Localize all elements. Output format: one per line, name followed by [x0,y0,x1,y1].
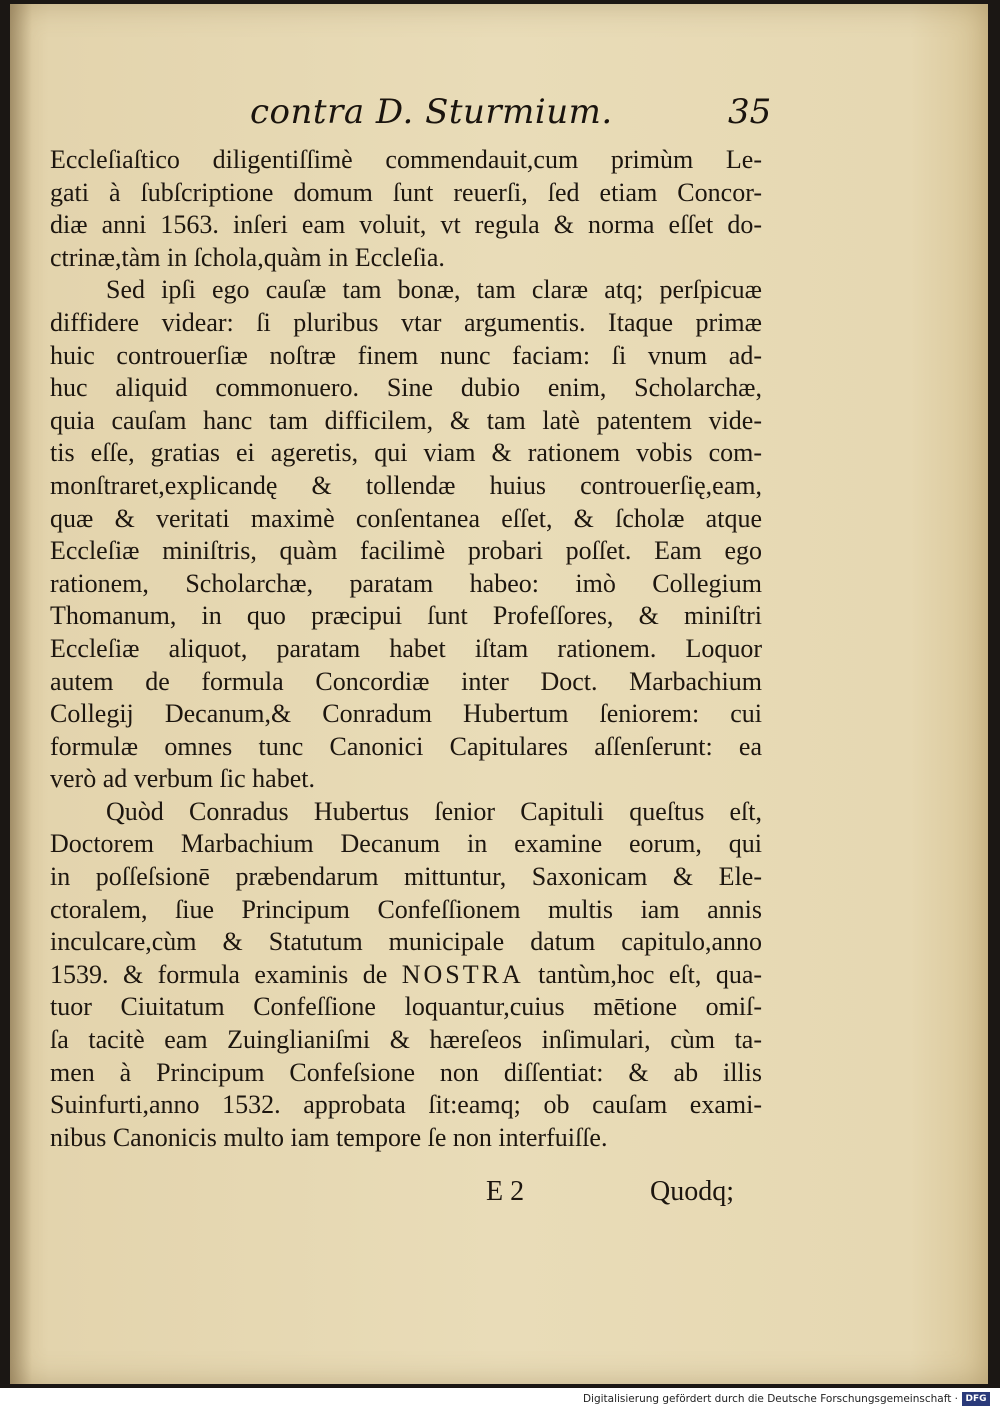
text-line: ctoralem, ſiue Principum Confeſſionem multis iam annis [50,894,762,924]
text-line: quia cauſam hanc tam difficilem, & tam latè patentem vide- [50,405,762,435]
text-line: tuor Ciuitatum Confeſſione loquantur,cuius mētione omiſ- [50,992,762,1022]
text-line: diffidere videar: ſi pluribus vtar argumentis. Itaque primæ [50,307,762,337]
text-line: huic controuerſiæ noſtræ finem nunc faciam: ſi vnum ad- [50,340,762,370]
catchword: Quodq; [650,1176,734,1207]
running-head [10,92,988,142]
text-line: Sed ipſi ego cauſæ tam bonæ, tam claræ atq; perſpicuæ [106,275,762,305]
text-line: formulæ omnes tunc Canonici Capitulares aſſenſerunt: ea [50,731,762,761]
running-title: contra D. Sturmium. [250,92,613,132]
spaced-word: NOSTRA [401,959,524,989]
body-text [50,144,762,1154]
text-line: in poſſeſsionē præbendarum mittuntur, Saxonicam & Ele- [50,862,762,892]
text-line: inculcare,cùm & Statutum municipale datum capitulo,anno [50,927,762,957]
text-line: nibus Canonicis multo iam tempore ſe non interfuiſſe. [50,1122,608,1152]
text-line: ctrinæ,tàm in ſchola,quàm in Eccleſia. [50,242,445,272]
text-line: Collegij Decanum,& Conradum Hubertum ſeniorem: cui [50,699,762,729]
text-line: autem de formula Concordiæ inter Doct. Marbachium [50,666,762,696]
page-number: 35 [728,92,772,132]
text-line: Doctorem Marbachium Decanum in examine eorum, qui [50,829,762,859]
book-page [10,4,988,1384]
page-footer [10,1176,988,1216]
text-line: ſa tacitè eam Zuinglianiſmi & hæreſeos inſimulari, cùm ta- [50,1025,762,1055]
digitization-bar [0,1388,1000,1412]
dfg-logo: DFG [962,1392,990,1406]
text-line: tis eſſe, gratias ei ageretis, qui viam & rationem vobis com- [50,438,762,468]
text-line: gati à ſubſcriptione domum ſunt reuerſi, ſed etiam Concor- [50,177,762,207]
funding-notice: Digitalisierung gefördert durch die Deutsche Forschungsgemeinschaft · [582,1393,958,1405]
text-line: Eccleſiæ miniſtris, quàm facilimè probari poſſet. Eam ego [50,536,762,566]
text-line: verò ad verbum ſic habet. [50,764,315,794]
signature-mark: E 2 [486,1176,525,1207]
text-line: Quòd Conradus Hubertus ſenior Capituli queſtus eſt, [106,796,762,826]
text-line: Suinfurti,anno 1532. approbata ſit:eamq; ob cauſam exami- [50,1090,762,1120]
text-line: men à Principum Confeſsione non diſſentiat: & ab illis [50,1057,762,1087]
text-line: monſtraret,explicandę & tollendæ huius controuerſię,eam, [50,470,762,500]
text-line: quæ & veritati maximè conſentanea eſſet, & ſcholæ atque [50,503,762,533]
text-line: Eccleſiæ aliquot, paratam habet iſtam rationem. Loquor [50,633,762,663]
text-line: Eccleſiaſtico diligentiſſimè commendauit,cum primùm Le- [50,145,762,174]
text-line: Thomanum, in quo præcipui ſunt Profeſſores, & miniſtri [50,601,762,631]
text-line-end: tantùm,hoc eſt, qua- [538,959,763,989]
text-line: diæ anni 1563. inſeri eam voluit, vt regula & norma eſſet do- [50,210,762,240]
text-line: rationem, Scholarchæ, paratam habeo: imò Collegium [50,568,762,598]
text-line: huc aliquid commonuero. Sine dubio enim, Scholarchæ, [50,373,762,403]
text-line-start: 1539. & formula examinis de [50,959,388,989]
text-line [50,959,762,992]
